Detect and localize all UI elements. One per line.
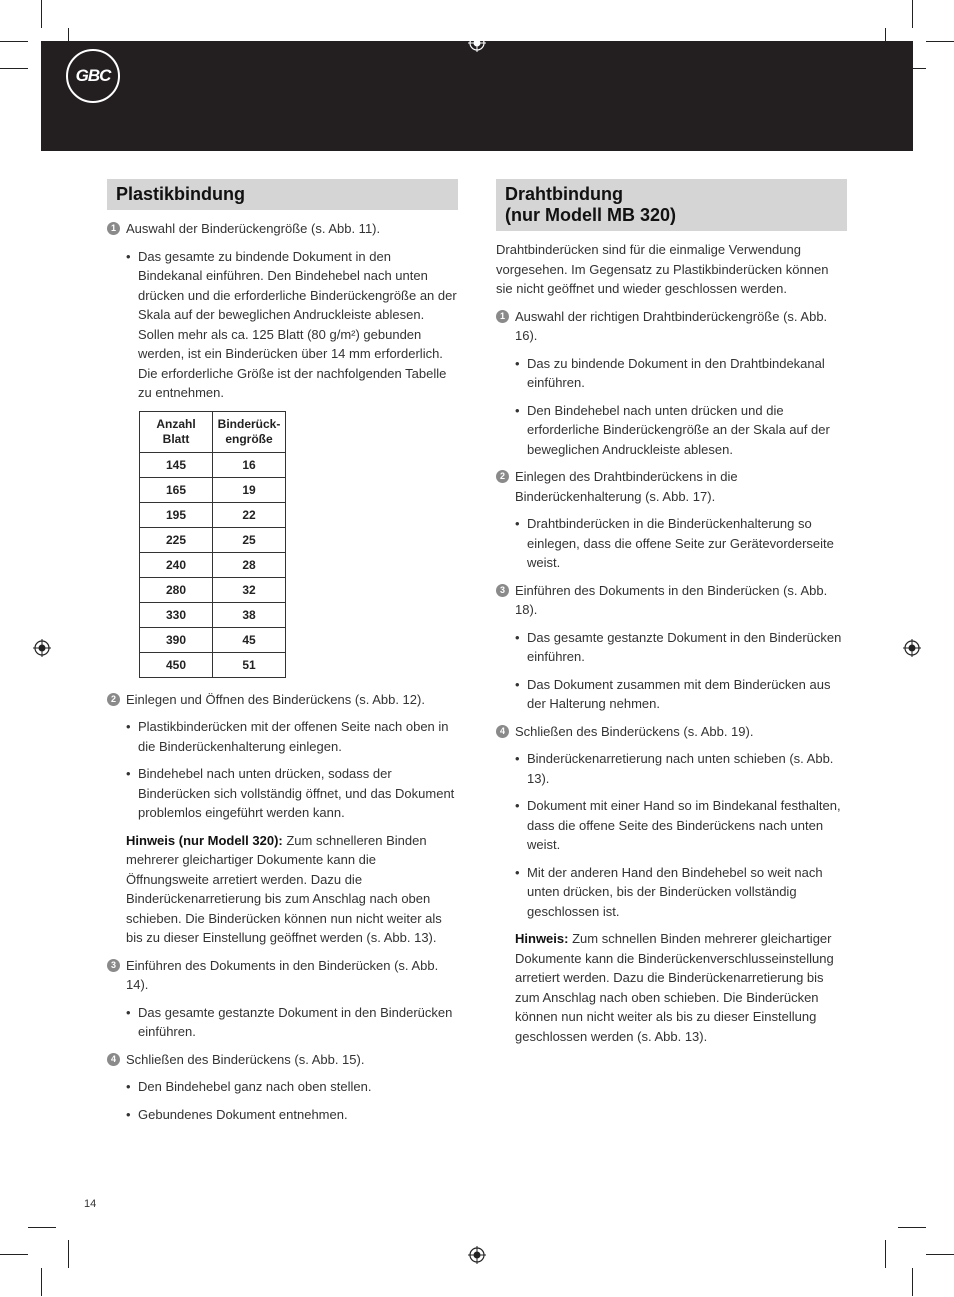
plastic-binding-section	[107, 179, 458, 1132]
crop-mark	[912, 1268, 913, 1296]
table-row	[140, 577, 286, 602]
registration-mark-icon	[468, 34, 486, 52]
header-sheets: Anzahl Blatt	[156, 416, 196, 446]
table-cell: 45	[213, 627, 286, 652]
step-text: Einführen des Dokuments in den Binderücken (s. Abb. 18).	[515, 582, 828, 617]
step-4	[107, 1050, 458, 1070]
note-label: Hinweis (nur Modell 320):	[126, 832, 283, 848]
bullet-item: • Das zu bindende Dokument in den Drahtbindekanal einführen.	[496, 354, 847, 393]
table-header-row	[140, 411, 286, 452]
crop-mark	[0, 68, 28, 69]
table-cell: 38	[213, 602, 286, 627]
step-text: Auswahl der Binderückengröße (s. Abb. 11).	[126, 221, 381, 236]
header-bar	[41, 41, 913, 151]
bullet-item: • Das gesamte zu bindende Dokument in den Bindekanal einführen. Den Bindehebel nach unten drücken und die erforderliche Binderückengröße an der Skala auf der beweglichen Andruckleiste ablesen. Sollen mehr als ca. 125 Blatt (80 g/m²) gebunden werden, ist ein Binderücken über 14 mm erforderlich. Die erforderliche Größe ist der nachfolgenden Tabelle zu entnehmen.	[107, 247, 458, 403]
table-cell: 51	[213, 652, 286, 677]
table-cell: 390	[140, 627, 213, 652]
step-text: Einführen des Dokuments in den Binderücken (s. Abb. 14).	[126, 957, 439, 992]
table-cell: 195	[140, 502, 213, 527]
bullet-item: • Mit der anderen Hand den Bindehebel so weit nach unten drücken, bis der Binderücken vollständig geschlossen ist.	[496, 863, 847, 922]
step-number-icon: 3	[107, 959, 120, 972]
crop-mark	[912, 0, 913, 28]
bullet-item: • Drahtbinderücken in die Binderückenhalterung so einlegen, dass die offene Seite zur Gerätevorderseite weist.	[496, 514, 847, 573]
registration-mark-icon	[468, 1246, 486, 1264]
crop-mark	[885, 1240, 886, 1268]
step-number-icon: 4	[496, 725, 509, 738]
gbc-logo: GBC	[66, 49, 120, 103]
step-number-icon: 4	[107, 1053, 120, 1066]
bullet-item: • Den Bindehebel nach unten drücken und die erforderliche Binderückengröße an der Skala auf der beweglichen Andruckleiste ablesen.	[496, 401, 847, 460]
step-3	[496, 581, 847, 620]
step-1	[496, 307, 847, 346]
crop-mark	[0, 1254, 28, 1255]
step-number-icon: 3	[496, 584, 509, 597]
bullet-item: • Bindehebel nach unten drücken, sodass der Binderücken sich vollständig öffnet, und das Dokument problemlos eingeführt werden kann.	[107, 764, 458, 823]
bullet-item: • Plastikbinderücken mit der offenen Seite nach oben in die Binderückenhalterung einlegen.	[107, 717, 458, 756]
table-cell: 165	[140, 477, 213, 502]
intro-text: Drahtbinderücken sind für die einmalige Verwendung vorgesehen. Im Gegensatz zu Plastikbinderücken können sie nicht geöffnet und wieder geschlossen werden.	[496, 242, 829, 296]
note	[107, 831, 458, 948]
size-table	[139, 411, 286, 678]
table-cell: 225	[140, 527, 213, 552]
crop-mark	[898, 1227, 926, 1228]
step-text: Schließen des Binderückens (s. Abb. 15).	[126, 1051, 365, 1067]
section-title-line: (nur Modell MB 320)	[505, 205, 677, 225]
note-text: Zum schnelleren Binden mehrerer gleichartiger Dokumente kann die Öffnungsweite arretiert werden. Dazu die Binderückenarretierung bis zum Anschlag nach oben schieben. Die Binderücken können nun nicht weiter als bis zu dieser Einstellung geöffnet werden (s. Abb. 13).	[126, 832, 442, 945]
table-row	[140, 652, 286, 677]
step-text: Auswahl der richtigen Drahtbinderückengröße (s. Abb. 16).	[515, 308, 828, 343]
table-row	[140, 527, 286, 552]
step-4	[496, 722, 847, 742]
table-cell: 330	[140, 602, 213, 627]
registration-mark-icon	[33, 639, 51, 657]
bullet-item: • Das gesamte gestanzte Dokument in den Binderücken einführen.	[496, 628, 847, 667]
crop-mark	[0, 41, 28, 42]
step-number-icon: 2	[496, 470, 509, 483]
note	[496, 929, 847, 1046]
step-text: Einlegen und Öffnen des Binderückens (s. Abb. 12).	[126, 691, 425, 707]
table-cell: 28	[213, 552, 286, 577]
step-3	[107, 956, 458, 995]
step-text: Einlegen des Drahtbinderückens in die Binderückenhalterung (s. Abb. 17).	[515, 469, 738, 504]
table-row	[140, 602, 286, 627]
table-cell: 145	[140, 452, 213, 477]
crop-mark	[68, 1240, 69, 1268]
table-cell: 19	[213, 477, 286, 502]
table-cell: 25	[213, 527, 286, 552]
crop-mark	[926, 41, 954, 42]
table-row	[140, 477, 286, 502]
step-number-icon: 1	[496, 310, 509, 323]
bullet-item: • Das Dokument zusammen mit dem Binderücken aus der Halterung nehmen.	[496, 675, 847, 714]
note-label: Hinweis:	[515, 931, 569, 946]
table-header	[213, 411, 286, 452]
crop-mark	[41, 0, 42, 28]
section-title-line: Drahtbindung	[505, 184, 623, 204]
table-cell: 450	[140, 652, 213, 677]
table-cell: 280	[140, 577, 213, 602]
table-header	[140, 411, 213, 452]
page-number: 14	[84, 1198, 97, 1210]
note-text: Zum schnellen Binden mehrerer gleichartiger Dokumente kann die Binderückenverschlusseinstellung arretiert werden. Dazu die Binderückenarretierung bis zum Anschlag nach oben schieben. Die Binderücken können nun nicht weiter als bis zu dieser Einstellung geschlossen werden (s. Abb. 13).	[515, 931, 834, 1044]
step-2	[107, 690, 458, 710]
table-cell: 240	[140, 552, 213, 577]
bullet-item: • Gebundenes Dokument entnehmen.	[107, 1105, 458, 1125]
bullet-item: • Dokument mit einer Hand so im Bindekanal festhalten, dass die offene Seite des Binderückens nach unten weist.	[496, 796, 847, 855]
section-title	[496, 179, 847, 231]
table-row	[140, 452, 286, 477]
step-text: Schließen des Binderückens (s. Abb. 19).	[515, 723, 754, 739]
wire-binding-section	[496, 179, 847, 1054]
step-number-icon: 2	[107, 693, 120, 706]
table-cell: 22	[213, 502, 286, 527]
step-2	[496, 467, 847, 506]
bullet-item: • Den Bindehebel ganz nach oben stellen.	[107, 1077, 458, 1097]
crop-mark	[41, 1268, 42, 1296]
crop-mark	[926, 1254, 954, 1255]
table-row	[140, 627, 286, 652]
table-row	[140, 502, 286, 527]
header-spine-size: Binderück-engröße	[217, 416, 281, 446]
table-cell: 32	[213, 577, 286, 602]
registration-mark-icon	[903, 639, 921, 657]
section-title: Plastikbindung	[107, 179, 458, 210]
step-1	[107, 219, 458, 239]
table-row	[140, 552, 286, 577]
crop-mark	[28, 1227, 56, 1228]
step-number-icon: 1	[107, 222, 120, 235]
bullet-item: • Binderückenarretierung nach unten schieben (s. Abb. 13).	[496, 749, 847, 788]
table-cell: 16	[213, 452, 286, 477]
bullet-item: • Das gesamte gestanzte Dokument in den Binderücken einführen.	[107, 1003, 458, 1042]
